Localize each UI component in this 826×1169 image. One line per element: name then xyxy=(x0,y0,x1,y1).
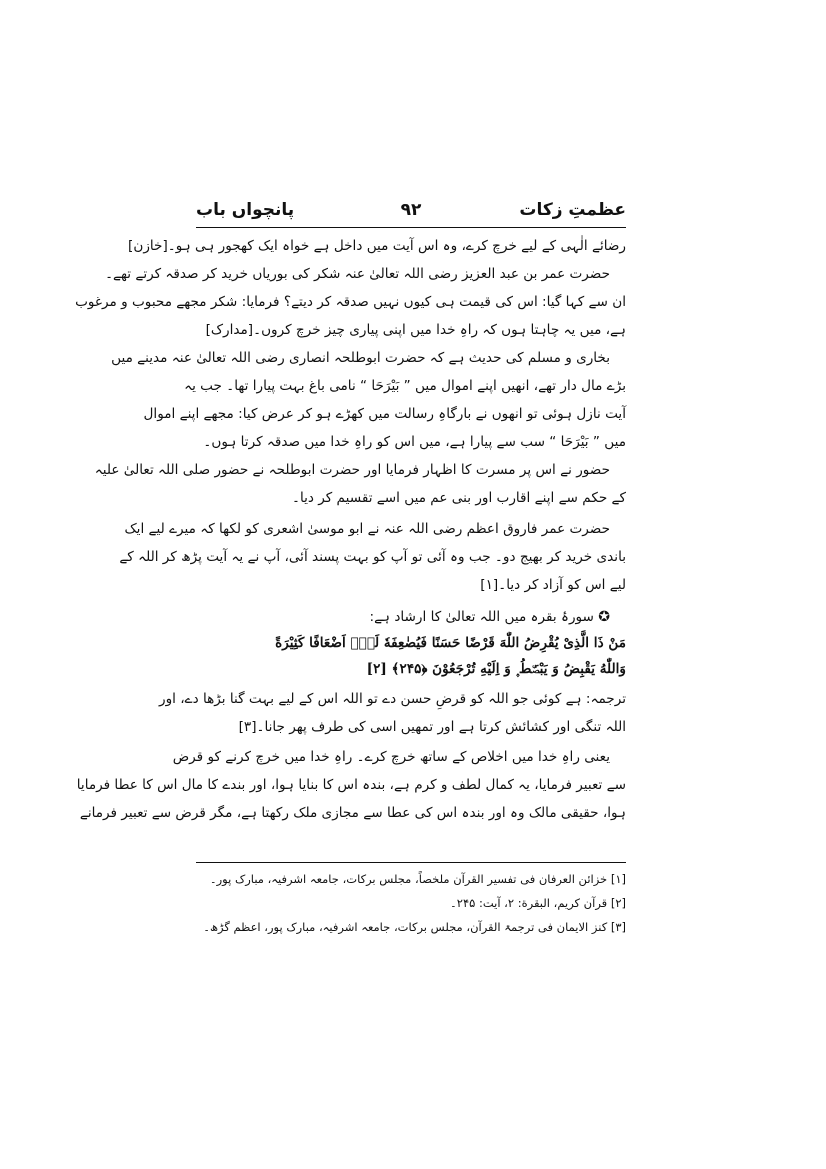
quran-verse-line: مَنْ ذَا الَّذِیْ یُقْرِضُ اللّٰهَ قَرْضًا حَسَنًا فَیُضٰعِفَهٗ لَهٗۤ اَضْعَافًا كَثِیْرَةً xyxy=(275,635,626,651)
surah-intro-line xyxy=(196,606,626,628)
book-title: عظمتِ زکات xyxy=(519,200,626,220)
translation-line: اللہ تنگی اور کشائش کرتا ہے اور تمھیں اسی کی طرف پھر جانا۔[۳] xyxy=(238,719,626,735)
body-line: کے حکم سے اپنے اقارب اور بنی عم میں اسے تقسیم کر دیا۔ xyxy=(291,490,626,506)
footnote-rule xyxy=(196,862,626,863)
body-line: ہوا، حقیقی مالک وہ اور بندہ اس کی عطا سے مجازی ملک رکھتا ہے، مگر قرض سے تعبیر فرمانے xyxy=(79,805,626,821)
body-line: حضرت عمر بن عبد العزیز رضی اللہ تعالیٰ عنہ شکر کی بوریاں خرید کر صدقہ کرتے تھے۔ xyxy=(105,266,610,282)
body-line: میں ” بَيْرَحَا “ سب سے پیارا ہے، میں اس کو راہِ خدا میں صدقہ کرتا ہوں۔ xyxy=(203,434,626,450)
body-line: یعنی راہِ خدا میں اخلاص کے ساتھ خرچ کرے۔ راہِ خدا میں خرچ کرنے کو قرض xyxy=(172,749,610,765)
page-header xyxy=(196,200,626,226)
body-line: رضائے الٰہی کے لیے خرچ کرے، وہ اس آیت میں داخل ہے خواہ ایک کھجور ہی ہو۔[خازن] xyxy=(128,238,626,254)
quran-verse-line: وَاللّٰهُ یَقْبِضُ وَ یَبْصُۜطُ ۪ وَ اِلَیْهِ تُرْجَعُوْنَ ﴿۲۴۵﴾ [۲] xyxy=(366,661,626,677)
footnote: [۳] کنز الایمان فی ترجمۃ القرآن، مجلس برکات، جامعہ اشرفیہ، مبارک پور، اعظم گڑھ۔ xyxy=(203,920,626,934)
body-line: بڑے مال دار تھے، انھیں اپنے اموال میں ” بَيْرَحَا “ نامی باغ بہت پیارا تھا۔ جب یہ xyxy=(184,378,626,394)
body-line: لیے اس کو آزاد کر دیا۔[۱] xyxy=(480,577,626,593)
body-line: ان سے کہا گیا: اس کی قیمت ہی کیوں نہیں صدقہ کر دیتے؟ فرمایا: شکر مجھے محبوب و مرغوب xyxy=(75,294,626,310)
header-rule xyxy=(196,227,626,228)
body-line: حضور نے اس پر مسرت کا اظہار فرمایا اور حضرت ابوطلحہ نے حضور صلی اللہ تعالیٰ علیہ xyxy=(94,462,610,478)
body-line: باندی خرید کر بھیج دو۔ جب وہ آئی تو آپ کو بہت پسند آئی، آپ نے یہ آیت پڑھ کر اللہ کے xyxy=(119,549,626,565)
page-number: ۹۲ xyxy=(400,200,422,220)
body-line: آیت نازل ہوئی تو انھوں نے بارگاہِ رسالت میں کھڑے ہو کر عرض کیا: مجھے اپنے اموال xyxy=(143,406,626,422)
body-line: سے تعبیر فرمایا، یہ کمال لطف و کرم ہے، بندہ اس کا بنایا ہوا، اور بندے کا مال اس کا عطا فرمایا xyxy=(76,777,626,793)
body-line: ہے، میں یہ چاہتا ہوں کہ راہِ خدا میں اپنی پیاری چیز خرچ کروں۔[مدارک] xyxy=(205,322,626,338)
bullet-icon: ✪ xyxy=(598,609,610,625)
footnote: [۱] خزائن العرفان فی تفسیر القرآن ملخصاً، مجلس برکات، جامعہ اشرفیہ، مبارک پور۔ xyxy=(209,872,626,886)
chapter-title: پانچواں باب xyxy=(196,200,295,220)
body-line: حضرت عمر فاروق اعظم رضی اللہ عنہ نے ابو موسیٰ اشعری کو لکھا کہ میرے لیے ایک xyxy=(124,521,610,537)
footnote: [۲] قرآن کریم، البقرة: ۲، آیت: ۲۴۵۔ xyxy=(450,896,626,910)
surah-intro-text: سورۂ بقرہ میں اللہ تعالیٰ کا ارشاد ہے: xyxy=(369,609,594,625)
body-line: بخاری و مسلم کی حدیث ہے کہ حضرت ابوطلحہ انصاری رضی اللہ تعالیٰ عنہ مدینے میں xyxy=(111,350,610,366)
translation-line: ترجمہ: ہے کوئی جو اللہ کو قرضِ حسن دے تو اللہ اس کے لیے بہت گنا بڑھا دے، اور xyxy=(159,691,626,707)
